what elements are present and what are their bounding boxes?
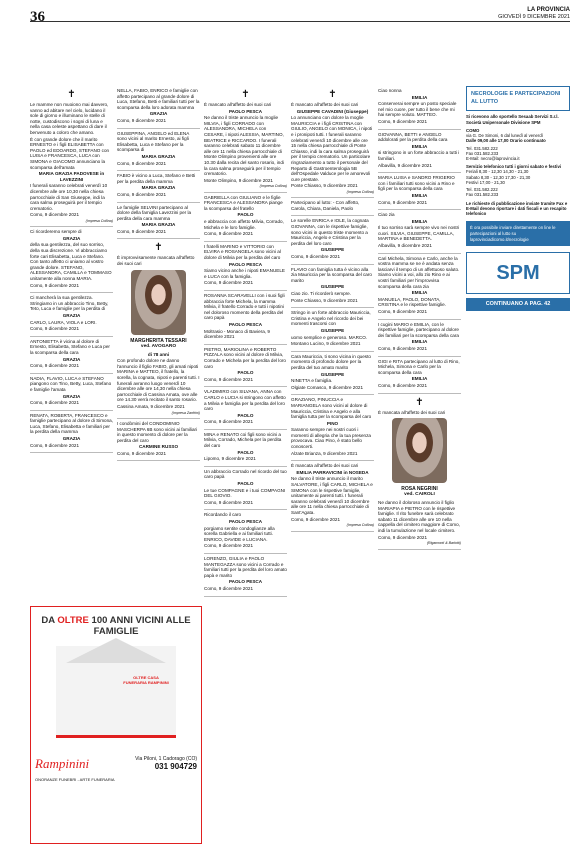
notice-text: ROSANNA SCARAVELLI con i suoi figli abbraccia forte Michela, la mamma Milvia, il fratello Corrado e tutti i nipotini nel doloroso momento della perdita del caro papà bbox=[204, 293, 285, 321]
notice-date: Como, 9 dicembre 2021 bbox=[378, 382, 428, 388]
person-subname: ved. CAIROLI bbox=[404, 492, 435, 498]
section-title: NECROLOGIE E PARTECIPAZIONI AL LUTTO bbox=[471, 91, 561, 105]
notice-text: Cari Michela, Simona e Carlo, anche la vostra mamma se ne è andata senza lasciarvi il tempo di un affettuoso saluto. Siamo vicini a voi, allo zio Rino e ai vostri familiari per l'improvvisa scomparsa della cara zia bbox=[378, 255, 460, 289]
notice-text-more: È con grande dolore che il marito ERNESTO e i figli ELISABETTA con PAOLO ed EDOARDO, STEFANO con LUISA e FRANCESCA, LUCA con SIMONA e GIACOMO annunciano la scomparsa dell'amata bbox=[30, 136, 110, 170]
notice-date: Moltrasio - Monaco di Baviera, 9 dicembre 2021 bbox=[204, 328, 270, 340]
receive-box bbox=[466, 114, 570, 216]
notice-name: GIUSEPPE bbox=[320, 247, 345, 253]
notice bbox=[378, 320, 461, 357]
notice bbox=[291, 352, 374, 396]
notice-name: EMILIA bbox=[411, 290, 428, 296]
notice-tail: Ne danno il doloroso annuncio il figlio MARIAPIA e PIETRO con le rispettive famiglie. Il rito funebre sarà celebrato sabato 11 dicembre alle ore 10 nella cappella del cimitero maggiore di Como, indi la tumulazione nel locale cimitero. bbox=[378, 500, 460, 534]
notice-tail: I funerali saranno celebrati venerdì 10 dicembre alle ore 10,30 nella chiesa parrocchiale di San Giuseppe, indi la cara salma proseguirà per il tempio crematorio. bbox=[30, 183, 108, 211]
notice-tail: Ciao zio. Ti ricorderò sempre. bbox=[291, 291, 351, 296]
notice-name: MARIA GRAZIA bbox=[141, 153, 176, 159]
notice-date: Monte Olimpino, 9 dicembre 2021 bbox=[204, 177, 273, 183]
notice-text: Ciao zia bbox=[378, 212, 395, 218]
notice-name: PAOLO bbox=[237, 212, 254, 218]
notice-date: Ponte Chiasso, 9 dicembre 2021 bbox=[291, 297, 358, 303]
notice-name: PAOLO bbox=[237, 370, 254, 376]
notice bbox=[117, 129, 200, 172]
notice-date: Montano Lucino, 9 dicembre 2021 bbox=[291, 341, 361, 347]
notice-name: GIUSEPPE bbox=[320, 371, 345, 377]
notice bbox=[291, 198, 374, 216]
notice bbox=[378, 210, 461, 254]
fax-2: Fax 031.582.233 bbox=[466, 192, 499, 198]
notice-tail: CARLO, LAURA, VIOLA e LORI. bbox=[30, 319, 97, 325]
notice-tail: porgiamo sentite condoglianze alla sorella Gabriella e ai familiari tutti. ENRICO, DAVIDE e LUCIANA. bbox=[204, 525, 275, 542]
notice-name: MARIA GRAZIA PADOVESE in LAVEZZINI bbox=[38, 171, 105, 182]
person-subname: ved. AVOGARO bbox=[140, 343, 177, 349]
notice-text: FLAVIO con famiglia tutta è vicino alla zia Mauriccia per la scomparsa del caro marito bbox=[291, 266, 372, 283]
notice bbox=[117, 419, 200, 462]
notice-tail: Saranno sempre nei nostri cuori i momenti di allegria che la tua presenza provocava. Ciao Pino, è stato bello conoscerti. bbox=[291, 427, 371, 450]
notice bbox=[117, 239, 200, 418]
cross-icon: ✝ bbox=[67, 89, 76, 100]
notice-name: PAOLO bbox=[237, 481, 254, 487]
notice-name: PAOLO PESCA bbox=[228, 579, 263, 585]
notice-name: PAOLO PESCA bbox=[228, 519, 263, 524]
notice bbox=[291, 265, 374, 309]
column-1 bbox=[30, 86, 113, 453]
notice-date: Como, 9 dicembre 2021 bbox=[117, 117, 167, 123]
funeral-ad bbox=[30, 606, 202, 844]
notice bbox=[117, 171, 200, 202]
notice-text: GIOVANNA, BETTI e ANGELO addolorati per la perdita della cara bbox=[378, 131, 448, 143]
notice-date: Como, 9 dicembre 2021 bbox=[30, 282, 80, 288]
notice-agency: (Impresa Collina) bbox=[346, 523, 374, 528]
notice-text: I fratelli MARINO e VITTORIO con ELVIRA e ROSANGELA sono vicini al dolore di Milvia per la perdita del caro bbox=[204, 243, 281, 261]
spm-logo: SPM bbox=[466, 252, 570, 294]
notice-text: Ci mancherà la sua gentilezza. Stringiamo in un abbraccio Tino, Betty, Teto, Luca e famiglie per la perdita di bbox=[30, 295, 109, 312]
notice-date: Ponte Chiasso, 9 dicembre 2021 bbox=[291, 183, 358, 189]
continue-label: CONTINUANO A PAG. 42 bbox=[466, 298, 570, 311]
notice-name: EMILIA PARRAVICINI in NOSEDA bbox=[296, 469, 369, 475]
section-box bbox=[466, 86, 570, 111]
tel-1: Tel. 031.582.222 bbox=[466, 145, 498, 151]
notice-name: PINO bbox=[326, 420, 339, 426]
notice bbox=[291, 395, 374, 461]
notice-text: È mancata all'affetto dei suoi cari bbox=[378, 409, 446, 415]
column-2 bbox=[117, 86, 200, 461]
notice-text: GIGI e RITA partecipano al lutto di Rino, Michela, Simona e Carlo per la scomparsa della cara bbox=[378, 358, 460, 375]
notice bbox=[117, 203, 200, 240]
notice-tail: e abbraccia con affetto Milvia, Corrado, Michela e le loro famiglie. bbox=[204, 219, 284, 230]
ad-title-post: 100 ANNI VICINI ALLE FAMIGLIE bbox=[91, 615, 191, 638]
notice-name: PAOLO bbox=[237, 449, 254, 455]
ad-phone: 031 904729 bbox=[154, 761, 197, 771]
sabato-hours: Sabato 8,30 - 12,30 17,30 - 21,30 bbox=[466, 174, 531, 180]
notice bbox=[30, 374, 113, 411]
notice-text: NADIA, FLAVIO, LUCA e STEFANO piangono con Tino, Betty, Luca, Stefano e famiglie l'amata bbox=[30, 375, 112, 392]
column-5 bbox=[378, 86, 461, 550]
header-rule bbox=[30, 21, 570, 22]
notice-name: EMILIA bbox=[411, 339, 428, 345]
notice-name: PAOLO bbox=[237, 412, 254, 418]
notice-agency: (Impresa Collina) bbox=[259, 184, 287, 189]
notice-text: Ciao nonna bbox=[378, 88, 402, 93]
receive-title: Si ricevono allo sportello Sesaab Servizi S.r.l. Società Unipersonale Divisione SPM bbox=[466, 114, 559, 125]
notice bbox=[117, 86, 200, 129]
notice-tail: Conserverai sempre un posto speciale nel mio cuore, per tutto il bene che mi hai sempre voluto. MATTEO. bbox=[378, 101, 457, 118]
notice-text: Ricordando il caro bbox=[204, 512, 242, 518]
notice-date: Como, 9 dicembre 2021 bbox=[117, 450, 167, 456]
notice-text: È mancato all'affetto dei suoi cari bbox=[204, 102, 272, 107]
online-box bbox=[466, 221, 570, 246]
notice-name: PAOLO PESCA bbox=[228, 261, 263, 267]
notice-name: MARIA GRAZIA bbox=[141, 222, 176, 228]
notice-date: Alzate Brianza, 9 dicembre 2021 bbox=[291, 450, 358, 456]
notice-date: Cassina Amata, 9 dicembre 2021 bbox=[117, 403, 185, 409]
notice bbox=[378, 394, 461, 550]
notice bbox=[291, 308, 374, 352]
notice-tail: della sua gentilezza, del suo sorriso, della sua discrezione. Vi abbracciamo forte cari Elisabetta, Luca e Stefano. Con tanto affetto ci uniamo al vostro grande dolore. STEFANO, ALESSANDRA, CAMILLA e TOMMASO unitamente alla nonna MARIA. bbox=[30, 242, 112, 281]
notice bbox=[30, 337, 113, 374]
footnote: Le richieste di pubblicazione inviate tramite Fax e E-Mail devono riportare i dati fiscali e un recapito telefonico bbox=[466, 200, 568, 217]
sidebar bbox=[466, 86, 570, 311]
notice-agency: (Impresa Collina) bbox=[346, 189, 374, 194]
notice bbox=[30, 411, 113, 454]
house-illustration bbox=[56, 646, 176, 738]
notice bbox=[378, 173, 461, 210]
notice-date: Como, 9 dicembre 2021 bbox=[204, 419, 254, 425]
notice-text: Ci ricorderemo sempre di bbox=[30, 229, 82, 235]
notice-text: Le sorelle ENRICA e IOLE, la cognata GIOVANNA, con le rispettive famiglie, sono vicini in questo triste momento a Mauriccia, Angelo e Cristina per la perdita del loro caro bbox=[291, 218, 369, 246]
ad-title-pre: DA bbox=[41, 615, 55, 626]
ferial-hours: Feriali 8,30 - 12,30 14,30 - 21,30 bbox=[466, 169, 529, 175]
notice-date: Como, 9 dicembre 2021 bbox=[30, 363, 80, 369]
notice-tail: Ne danno il triste annuncio la moglie MILVIA, i figli CORRADO con ALESSANDRA, MICHELA con CESARE, i nipoti ALESSIA, MARTINO, BEATRICE e RICCARDO. I funerali saranno celebrati sabato 11 dicembre alle ore 11 nella chiesa parrocchiale di Monte Olimpino provenienti alle ore 10.30 dalla recita del santo rosario, indi la cara salma proseguirà per il tempio crematorio. bbox=[204, 115, 284, 177]
notice-tail: Con profondo dolore ne danno l'annuncio il figlio FABIO, gli amati nipoti MARINA e MATTEO, il fratello, la sorella, la cognata, nipoti e parenti tutti. I funerali avranno luogo venerdì 10 dicembre alle ore 14,30 nella chiesa parrocchiale di Cassina Amata, ove alle ore 14.30 verrà recitato il santo rosario. bbox=[117, 358, 200, 403]
notice-agency: (Impresa Collina) bbox=[85, 218, 113, 223]
notice-name: EMILIA bbox=[411, 94, 428, 100]
notice-text: LORENZO, GIULIA e PAOLO MANTEGAZZA sono vicini a Corrado e familiari tutti per la perdita del loro amato papà e marito bbox=[204, 555, 287, 578]
notice-text: Cara Mauriccia, ti sono vicina in questo momento di profondo dolore per la perdita del tuo amato marito bbox=[291, 353, 371, 370]
notice-date: Como, 9 dicembre 2021 bbox=[378, 534, 428, 540]
notice-name: CARMINE RUSSO bbox=[138, 444, 179, 450]
notice bbox=[291, 216, 374, 264]
notice-date: Como, 9 dicembre 2021 bbox=[291, 516, 341, 522]
notice-agency: (Impresa Zanfrini) bbox=[171, 410, 200, 415]
notice bbox=[30, 86, 113, 227]
notice-tail: MANUELA, PAOLO, DONATA, CRISTINA e le rispettive famiglie. bbox=[378, 296, 446, 308]
notice-name: GIUSEPPE bbox=[320, 327, 345, 333]
notice-text: È improvvisamente mancata all'affetto dei suoi cari bbox=[117, 255, 195, 267]
notice-date: Como, 9 dicembre 2021 bbox=[204, 585, 254, 591]
person-name: ROSA NEGRINI bbox=[401, 486, 438, 493]
notice-tail: si stringono in un forte abbraccio a tutti i familiari. bbox=[378, 150, 460, 161]
address: via G. De Simoni, 6 dal lunedì al venerdì bbox=[466, 133, 543, 139]
notice-name: GRAZIA bbox=[62, 356, 81, 362]
notice-text: Le famiglie SELVINI partecipano al dolore della famiglia Lavezzini per la perdita della cara mamma bbox=[117, 204, 192, 221]
person-name: MARGHERITA TESSARI bbox=[130, 337, 187, 344]
page-header bbox=[0, 0, 580, 30]
notice-text: I cugini MARIO e EMILIA, con le rispettive famiglie, partecipano al dolore dei familiari per la scomparsa della cara bbox=[378, 321, 459, 338]
notice bbox=[204, 86, 287, 193]
notice bbox=[204, 510, 287, 554]
notice-date: Como, 9 dicembre 2021 bbox=[204, 280, 254, 286]
notice-date: Como, 9 dicembre 2021 bbox=[117, 160, 167, 166]
notice-text: MARIA LUISA e SANDRO FRIGERIO con i familiari tutti sono vicini a Rino e figli per la scomparsa della cara bbox=[378, 175, 455, 192]
festivi-hours: Festivi 17,00 - 21,30 bbox=[466, 179, 505, 185]
fax-1: Fax 031.582.233 bbox=[466, 150, 499, 156]
notice bbox=[204, 430, 287, 467]
notice-tail: Il tuo sorriso sarà sempre vivo nei nostri cuori. SILVIA, GIUSEPPE, CAMILLA, MARTINA e BENEDETTA. bbox=[378, 225, 460, 242]
notice bbox=[291, 86, 374, 198]
house-label: OLTRE CASA FUNERARIA RAMPININI bbox=[123, 674, 169, 685]
notice-tail: uomo semplice e generoso. MARCO. bbox=[291, 334, 368, 340]
cross-icon: ✝ bbox=[328, 89, 337, 100]
tel-2: Tel. 031.582.222 bbox=[466, 187, 498, 193]
notice-text: RENATA, ROBERTA, FRANCESCO e famiglie partecipano al dolore di Simona, Luca, Stefano, Elisabetta e familiari per la perdita della mamma bbox=[30, 412, 113, 435]
ad-title-brand: OLTRE bbox=[57, 615, 89, 626]
notice-text: GABRIELLA con GIULIANO e le figlie FRANCESCA e ALESSANDRA piange la scomparsa del fratello bbox=[204, 194, 283, 211]
notice-date: Albavilla, 9 dicembre 2021 bbox=[378, 243, 432, 249]
paper-name bbox=[498, 7, 570, 21]
notice bbox=[378, 254, 461, 320]
ad-title bbox=[35, 615, 197, 638]
cross-icon: ✝ bbox=[154, 242, 163, 254]
notice-date: Lipomo, 9 dicembre 2021 bbox=[204, 456, 256, 462]
notice-date: Como, 9 dicembre 2021 bbox=[378, 345, 428, 351]
notice-date: Como, 9 dicembre 2021 bbox=[378, 118, 428, 124]
notice-name: GIUSEPPE bbox=[320, 284, 345, 290]
notice-name: EMILIA bbox=[411, 218, 428, 224]
notice-tail: Lo annunciano con dolore la moglie MAURICCIA e i figli CRISTINA con GIULIO, ANGELO con MONICA, i nipoti e i pronipoti tutti. I funerali saranno celebrati venerdì 10 dicembre alle ore 15 nella chiesa parrocchiale di Ponte Chiasso, indi la cara salma proseguirà per il tempio crematorio. Un particolare ringraziamento a tutto il personale del Reparto di Gastroenterologia 5B dell'Ospedale Valduce per le amorevoli cure prestate. bbox=[291, 115, 373, 182]
column-4 bbox=[291, 86, 374, 532]
notice-text: ANTONIETTA è vicina al dolore di Ernesto, Elisabetta, Stefano e Luca per la scomparsa della cara bbox=[30, 338, 110, 355]
notice bbox=[378, 86, 461, 130]
notice-text: PIETRO, MARIOLINA e ROBERTO PIZZALA sono vicini al dolore di Milvia, Corrado e Michela per la perdita del loro caro bbox=[204, 346, 286, 369]
notice-name: GRAZIA bbox=[62, 436, 81, 442]
notice-name: GRAZIA bbox=[62, 235, 81, 241]
notice-text: È mancata all'affetto dei suoi cari bbox=[291, 463, 359, 469]
notice-date: Como, 9 dicembre 2021 bbox=[204, 231, 254, 237]
ad-company: Rampinini bbox=[35, 755, 90, 771]
notice-agency: (Rigamonti & Barlotti) bbox=[426, 541, 461, 546]
notice-date: Como, 9 dicembre 2021 bbox=[30, 212, 80, 218]
notice-text: VLADIMIRO con SILVANA, ANNA con CARLO e LUCIA si stringono con affetto a Milvia e famiglia per la perdita del loro caro bbox=[204, 389, 286, 412]
phone-service: Servizio telefonico tutti i giorni sabato e festivi bbox=[466, 164, 562, 170]
notice-tail: Siamo vicino anche i nipoti EMANUELE e LUCA con la famiglia. bbox=[204, 268, 285, 279]
notice-date: Como, 9 dicembre 2021 bbox=[30, 326, 80, 332]
hours: Dalle 09,00 alle 17,00 Orario continuato bbox=[466, 138, 546, 144]
paper-title: LA PROVINCIA bbox=[527, 7, 570, 13]
notice bbox=[204, 554, 287, 597]
notice-name: GRAZIA bbox=[62, 312, 81, 318]
cross-icon: ✝ bbox=[241, 89, 250, 100]
notice-name: GRAZIA bbox=[149, 111, 168, 117]
paper-date: GIOVEDÌ 9 DICEMBRE 2021 bbox=[498, 14, 570, 21]
notice bbox=[204, 345, 287, 388]
notice bbox=[204, 291, 287, 345]
notice bbox=[378, 357, 461, 394]
notice-date: Como, 9 dicembre 2021 bbox=[30, 400, 80, 406]
notice-text: È mancato all'affetto dei suoi cari bbox=[291, 102, 359, 107]
online-text: È ora possibile inviare direttamente on line le partecipazioni al lutto su laprovinciadicomo.it/necrologie bbox=[470, 225, 556, 242]
notice-name: EMILIA bbox=[411, 376, 428, 382]
notice-date: Albavilla, 9 dicembre 2021 bbox=[378, 162, 432, 168]
notice-name: PAOLO PESCA bbox=[228, 321, 263, 327]
notice-date: Como, 9 dicembre 2021 bbox=[378, 199, 428, 205]
ad-footer bbox=[35, 778, 197, 783]
notice bbox=[291, 461, 374, 531]
person-age: di 78 anni bbox=[147, 351, 170, 357]
notice bbox=[204, 387, 287, 430]
notice bbox=[204, 242, 287, 291]
page-number: 36 bbox=[30, 9, 45, 25]
column-3 bbox=[204, 86, 287, 597]
notice bbox=[204, 193, 287, 242]
notice-date: Como, 9 dicembre 2021 bbox=[291, 254, 341, 260]
notice-date: Olgiate Comasco, 9 dicembre 2021 bbox=[291, 384, 364, 390]
cross-icon: ✝ bbox=[415, 396, 424, 408]
notice-date: Como, 9 dicembre 2021 bbox=[204, 376, 254, 382]
notice-date: Como, 9 dicembre 2021 bbox=[117, 228, 167, 234]
email: E-Mail: necro@laprovincia.it bbox=[466, 156, 520, 162]
notice-date: Como, 9 dicembre 2021 bbox=[30, 442, 80, 448]
notice-text: Le mamme non muoiono mai davvero, vanno ad abitare nel cielo, lucidano il sole di giorno e illuminano le stelle di notte, custodiscono i sogni di luna e nella casa celeste aspettano di dare il benvenuto a coloro che amano. bbox=[30, 102, 109, 135]
notice-text: MINA e RENATO coi figli sono vicini a Milvia, Corrado, Michela per la perdita del caro bbox=[204, 431, 282, 449]
notice-date: Como, 9 dicembre 2021 bbox=[117, 191, 167, 197]
notice-text: Partecipano al lutto: - Con affetto, Carola, Chiara, Daniela, Paolo bbox=[291, 200, 360, 211]
notice-text: FABIO è vicino a Luca, Stefano e Betti per la perdita della mamma bbox=[117, 173, 196, 184]
notice bbox=[204, 467, 287, 511]
notice-name: EMILIA bbox=[411, 192, 428, 198]
notice-text: GIUSEPPINA, ANGELO ed ELENA sono vicini al marito Ernesto, ai figli Elisabetta, Luca e Stefano per la scomparsa di bbox=[117, 130, 189, 153]
notice-text: I condòmini del CONDOMINIO MASCHERPA 6B sono vicini ai familiari in questo momento di dolore per la perdita del caro bbox=[117, 420, 198, 443]
notice-name: MARIA GRAZIA bbox=[141, 185, 176, 191]
notice-text: NELLA, FABIO, ENRICO e famiglie con affetto partecipano al grande dolore di Luca, Stefano, Betti e familiari tutti per la scomparsa della loro adorata mamma bbox=[117, 88, 200, 110]
city: COMO bbox=[466, 127, 480, 133]
notice-tail: Ne danno il triste annuncio il marito SALVATORE, i figli CARLO, MICHELA e SIMONA con le rispettive famiglie, unitamente ai parenti tutti. I funerali saranno celebrati venerdì 10 dicembre alle ore 11 nella chiesa parrocchiale di Sant'Agata. bbox=[291, 476, 373, 515]
notice-date: Como, 9 dicembre 2021 bbox=[378, 309, 428, 314]
portrait-photo bbox=[392, 418, 447, 483]
notice-name: PAOLO PESCA bbox=[228, 108, 263, 114]
ad-address: Via Piloni, 1 Cadorago (CO) bbox=[135, 755, 197, 762]
notice-text: Stringo in un forte abbraccio Mauriccia, Cristina e Angelo nel ricordo dei bei momenti trascorsi con bbox=[291, 310, 371, 327]
ad-footer-left: ONORANZE FUNEBRI - ARTE FUNERARIA bbox=[35, 776, 115, 782]
notice-date: Como, 9 dicembre 2021 bbox=[204, 499, 254, 505]
notice-date: Como, 9 dicembre 2021 bbox=[204, 543, 254, 549]
notice-text: GRAZIANO, PINUCCIA e MARIANGELA sono vicini al dolore di Mauriccia, Cristina e Angelo e alla famiglia tutta per la scomparsa del caro bbox=[291, 397, 372, 420]
notice-tail: Le tue COMPAGNE e i tuoi COMPAGNI DEL GIOVIO. bbox=[204, 487, 286, 499]
notice bbox=[30, 227, 113, 293]
notice-name: EMILIA bbox=[411, 143, 428, 149]
notice bbox=[30, 293, 113, 337]
notice-tail: NINETTA e famiglia. bbox=[291, 378, 333, 384]
notice bbox=[378, 130, 461, 174]
portrait-photo bbox=[131, 270, 186, 335]
notice-name: GIUSEPPE CAVADINI (Giuseppe) bbox=[296, 108, 369, 114]
notice-text: Un abbraccio Corrado nel ricordo del tuo caro papà bbox=[204, 468, 287, 480]
notice-name: GRAZIA bbox=[62, 393, 81, 399]
